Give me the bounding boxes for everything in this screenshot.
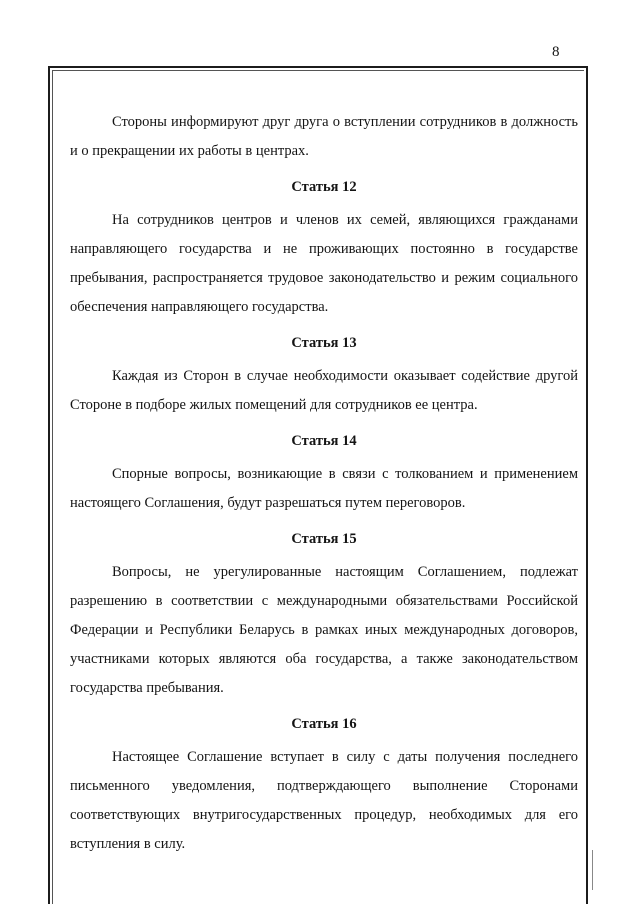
article-13-heading: Статья 13 [291,335,357,351]
article-13-text: Каждая из Сторон в случае необходимости оказывает содействие другой Стороне в подборе жилых помещений для сотрудников ее центра. [70,368,578,413]
page-number: 8 [552,44,560,60]
article-15-heading: Статья 15 [291,531,357,547]
article-12-heading: Статья 12 [291,179,357,195]
intro-paragraph: Стороны информируют друг друга о вступлении сотрудников в должность и о прекращении их работы в центрах. [70,114,578,159]
article-15-text: Вопросы, не урегулированные настоящим Соглашением, подлежат разрешению в соответствии с международными обязательствами Российской Федерации и Республики Беларусь в рамках иных международных договоров, участниками которых являются оба государства, а также законодательством государства пребывания. [70,564,578,696]
scan-mark [592,850,593,890]
article-14-text: Спорные вопросы, возникающие в связи с толкованием и применением настоящего Соглашения, будут разрешаться путем переговоров. [70,466,578,511]
article-14-heading: Статья 14 [291,433,357,449]
article-12-text: На сотрудников центров и членов их семей, являющихся гражданами направляющего государства и не проживающих постоянно в государстве пребывания, распространяется трудовое законодательство и режим социального обеспечения направляющего государства. [70,212,578,315]
article-16-heading: Статья 16 [291,716,357,732]
document-body [70,108,578,859]
article-16-text: Настоящее Соглашение вступает в силу с даты получения последнего письменного уведомления, подтверждающего выполнение Сторонами соответствующих внутригосударственных процедур, необходимых для его вступления в силу. [70,749,578,852]
